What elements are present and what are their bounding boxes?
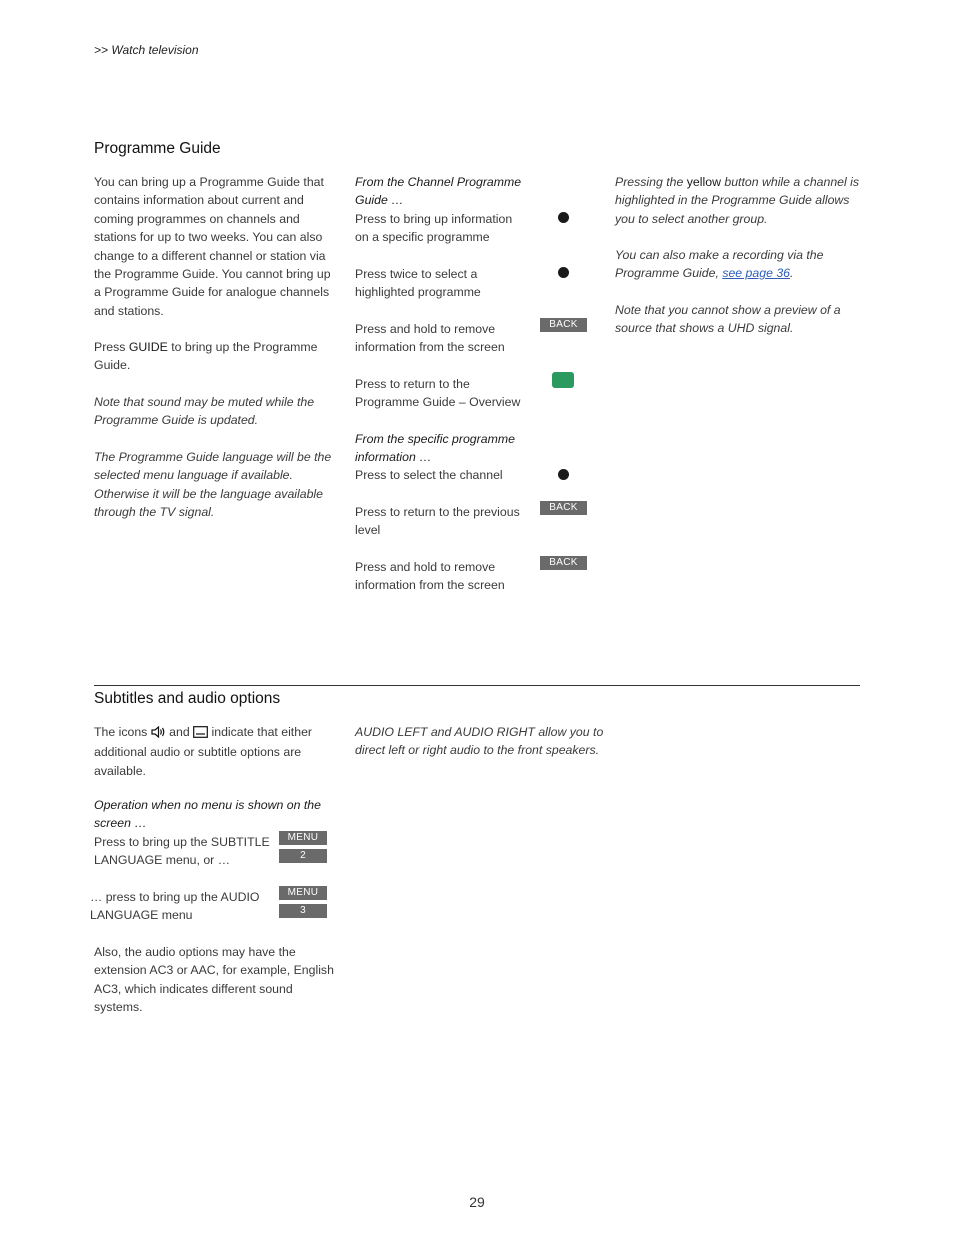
centre-button-icon [558, 267, 569, 278]
centre-button-icon [558, 212, 569, 223]
icons-explanation: The icons and indicate that either additional audio or subtitle options are available. [94, 725, 312, 778]
step-select: Press twice to select a highlighted programme [355, 267, 481, 300]
menu-key-label: MENU [279, 886, 327, 900]
step-previous: Press to return to the previous level [355, 505, 520, 538]
operation-heading: Operation when no menu is shown on the screen … [94, 798, 321, 831]
breadcrumb: >> Watch television [94, 43, 199, 57]
yellow-word: yellow [686, 175, 721, 189]
audio-left-right-note: AUDIO LEFT and AUDIO RIGHT allow you to direct left or right audio to the front speakers. [355, 725, 604, 758]
press-guide-text: Press GUIDE to bring up the Programme Guide. [94, 340, 318, 373]
side-note-yellow: Pressing the yellow button while a channel is highlighted in the Programme Guide allows you to select another group. [615, 175, 860, 226]
back-key-label: BACK [540, 318, 587, 332]
step-subtitle-menu: Press to bring up the SUBTITLE LANGUAGE menu, or … [94, 835, 270, 868]
step-remove-2: Press and hold to remove information from the screen [355, 560, 505, 593]
key-3-label: 3 [279, 904, 327, 918]
note-guide-language: The Programme Guide language will be the selected menu language if available. Otherwise it will be the language available through the TV signal. [94, 450, 332, 520]
menu-key-label: MENU [279, 831, 327, 845]
from-specific-heading: From the specific programme information … [355, 432, 515, 465]
section-divider [94, 685, 860, 686]
note-sound-muted: Note that sound may be muted while the Programme Guide is updated. [94, 395, 315, 428]
section-title-subtitles: Subtitles and audio options [94, 690, 281, 707]
step-overview: Press to return to the Programme Guide – Overview [355, 377, 521, 410]
key-2-label: 2 [279, 849, 327, 863]
back-key-label: BACK [540, 556, 587, 570]
side-note-recording: You can also make a recording via the Programme Guide, see page 36. [615, 248, 824, 281]
step-remove: Press and hold to remove information from the screen [355, 322, 505, 355]
step-select-channel: Press to select the channel [355, 468, 503, 482]
step-audio-menu: … press to bring up the AUDIO LANGUAGE menu [90, 890, 260, 923]
back-key-label: BACK [540, 501, 587, 515]
from-channel-heading: From the Channel Programme Guide … [355, 175, 522, 208]
green-button-icon [552, 372, 574, 388]
guide-key: GUIDE [128, 340, 168, 354]
see-page-36-link[interactable]: see page 36 [722, 266, 791, 281]
side-note-uhd: Note that you cannot show a preview of a source that shows a UHD signal. [615, 303, 841, 336]
subtitle-icon [193, 725, 208, 743]
audio-icon [151, 725, 166, 743]
audio-extension-note: Also, the audio options may have the extension AC3 or AAC, for example, English AC3, which indicates different sound systems. [94, 945, 334, 1015]
step-info: Press to bring up information on a specific programme [355, 212, 513, 245]
section-title-programme-guide: Programme Guide [94, 140, 221, 157]
programme-guide-intro: You can bring up a Programme Guide that contains information about current and coming programmes on channels and stations for up to two weeks. You can also change to a different channel or station via the Programme Guide. You cannot bring up a Programme Guide for analogue channels and stations. [94, 175, 331, 318]
page-number: 29 [469, 1194, 485, 1210]
centre-button-icon [558, 469, 569, 480]
